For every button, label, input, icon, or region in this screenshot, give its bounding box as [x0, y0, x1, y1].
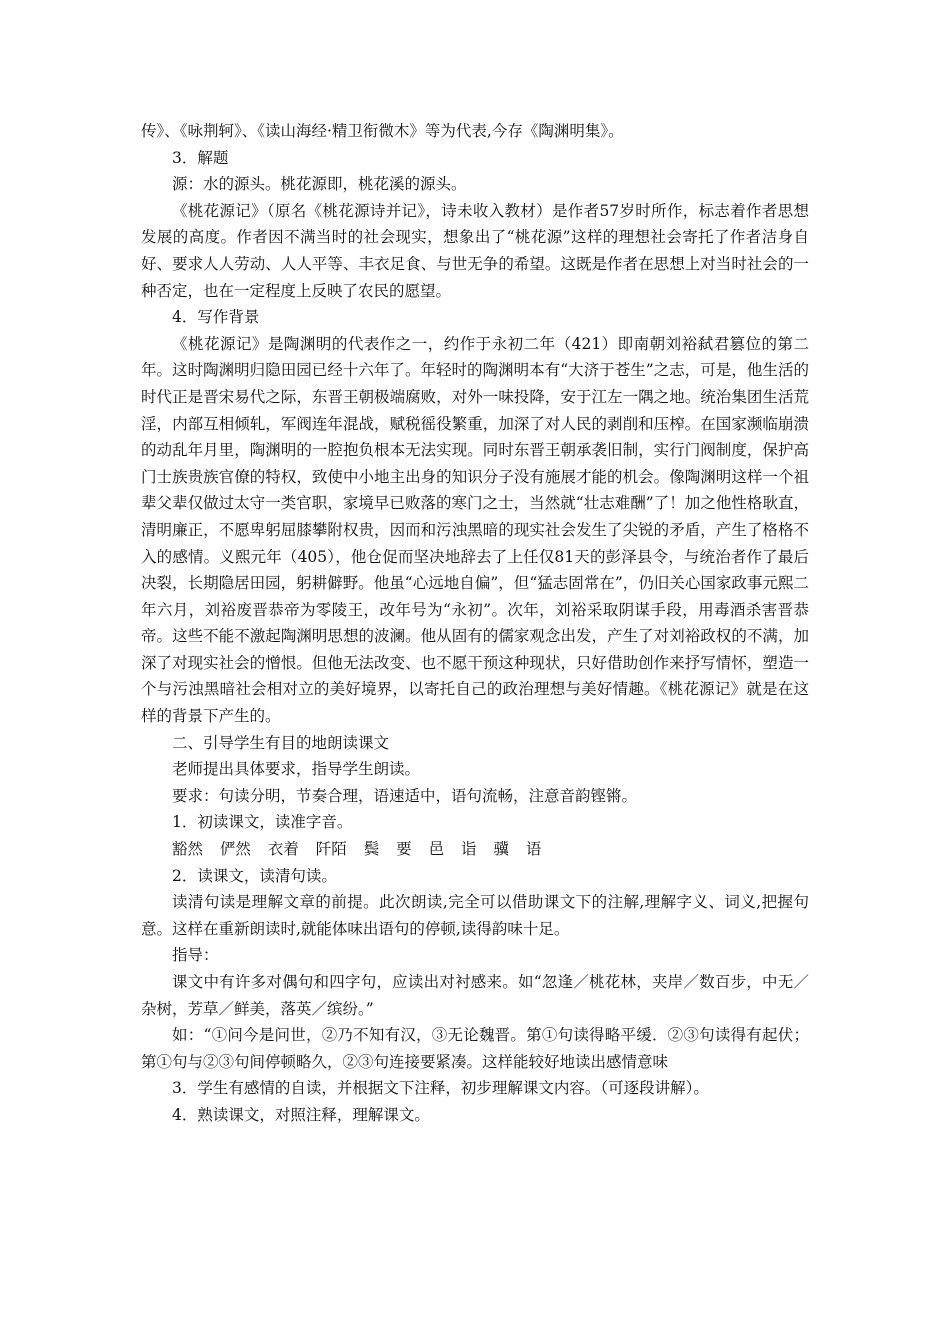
section-heading: 4．写作背景	[172, 308, 260, 327]
paragraph: 课文中有许多对偶句和四字句，应读出对衬感来。如“忽逢／桃花林，夹岸／数百步，中无／杂树，芳草／鲜美，落英／缤纷。”	[141, 973, 809, 1018]
paragraph: 源：水的源头。桃花源即，桃花溪的源头。	[172, 175, 467, 194]
vocabulary-list: 豁然 俨然 衣着 阡陌 鬓 要 邑 诣 骥 语	[172, 840, 542, 859]
list-item: 1．初读课文，读准字音。	[172, 813, 353, 832]
paragraph: 指导：	[172, 946, 219, 965]
paragraph: 要求：句读分明，节奏合理，语速适中，语句流畅，注意音韵铿锵。	[172, 786, 638, 805]
text-line: 传》、《咏荆轲》、《读山海经·精卫衔微木》等为代表,今存《陶渊明集》。	[141, 122, 624, 140]
paragraph: 读清句读是理解文章的前提。此次朗读,完全可以借助课文下的注解,理解字义、词义,把握句意。这样在重新朗读时,就能体味出语句的停顿,读得韵味十足。	[141, 893, 809, 938]
document-page	[141, 118, 809, 1129]
list-item: 3．学生有感情的自读，并根据文下注释，初步理解课文内容。（可逐段讲解）。	[172, 1079, 709, 1098]
paragraph: 《桃花源记》（原名《桃花源诗并记》，诗未收入教材）是作者57岁时所作，标志着作者思想发展的高度。作者因不满当时的社会现实，想象出了“桃花源”这样的理想社会寄托了作者洁身自好、要求人人劳动、人人平等、丰衣足食、与世无争的希望。这既是作者在思想上对当时社会的一种否定，也在一定程度上反映了农民的愿望。	[141, 201, 809, 300]
section-heading: 3．解题	[172, 148, 229, 167]
paragraph: 老师提出具体要求，指导学生朗读。	[172, 760, 421, 779]
list-item: 4．熟读课文，对照注释，理解课文。	[172, 1105, 430, 1124]
list-item: 2．读课文，读清句读。	[172, 866, 337, 885]
paragraph: 《桃花源记》是陶渊明的代表作之一，约作于永初二年（421）即南朝刘裕弑君篡位的第二年。这时陶渊明归隐田园已经十六年了。年轻时的陶渊明本有“大济于苍生”之志，可是，他生活的时代正是晋宋易代之际，东晋王朝极端腐败，对外一味投降，安于江左一隅之地。统治集团生活荒淫，内部互相倾轧，军阀连年混战，赋税徭役繁重，加深了对人民的剥削和压榨。在国家濒临崩溃的动乱年月里，陶渊明的一腔抱负根本无法实现。同时东晋王朝承袭旧制，实行门阀制度，保护高门士族贵族官僚的特权，致使中小地主出身的知识分子没有施展才能的机会。像陶渊明这样一个祖辈父辈仅做过太守一类官职，家境早已败落的寒门之士，当然就“壮志难酬”了！加之他性格耿直，清明廉正，不愿卑躬屈膝攀附权贵，因而和污浊黑暗的现实社会发生了尖锐的矛盾，产生了格格不入的感情。义熙元年（405），他仓促而坚决地辞去了上任仅81天的彭泽县令，与统治者作了最后决裂，长期隐居田园，躬耕僻野。他虽“心远地自偏”，但“猛志固常在”，仍旧关心国家政事元熙二年六月，刘裕废晋恭帝为零陵王，改年号为“永初”。次年，刘裕采取阴谋手段，用毒酒杀害晋恭帝。这些不能不激起陶渊明思想的波澜。他从固有的儒家观念出发，产生了对刘裕政权的不满，加深了对现实社会的憎恨。但他无法改变、也不愿干预这种现状，只好借助创作来抒写情怀，塑造一个与污浊黑暗社会相对立的美好境界，以寄托自己的政治理想与美好情趣。《桃花源记》就是在这样的背景下产生的。	[141, 334, 809, 726]
paragraph: 如：“①问今是问世，②乃不知有汉，③无论魏晋。第①句读得略平缓．②③句读得有起伏；第①句与②③句间停顿略久，②③句连接要紧凑。这样能较好地读出感情意味	[141, 1026, 809, 1071]
section-heading: 二、引导学生有目的地朗读课文	[172, 733, 390, 752]
